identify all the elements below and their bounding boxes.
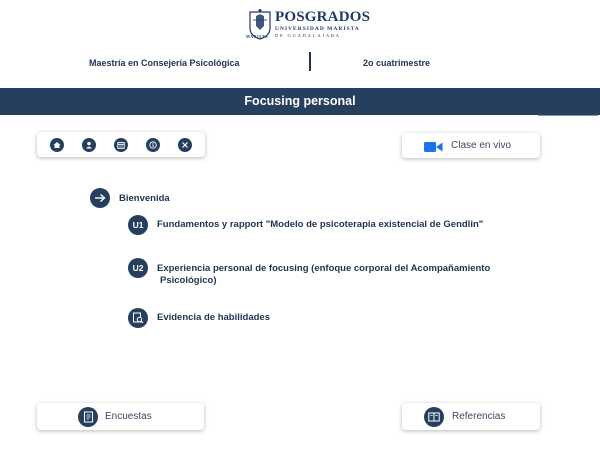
user-icon[interactable] <box>82 138 96 152</box>
references-label: Referencias <box>452 411 506 422</box>
info-icon[interactable] <box>146 138 160 152</box>
document-icon <box>78 407 98 427</box>
unit-1-badge[interactable] <box>128 215 148 235</box>
live-class-label: Clase en vivo <box>451 140 512 151</box>
logo-subtitle-city: DE GUADALAJARA <box>275 32 341 38</box>
unit-1-link[interactable]: Fundamentos y rapport "Modelo de psicoterapia existencial de Gendlin" <box>157 219 484 230</box>
title-underline <box>538 115 598 116</box>
quick-toolbar <box>37 132 205 157</box>
unit-1-badge-label: U1 <box>132 220 144 230</box>
logo-title: POSGRADOS <box>275 9 371 25</box>
course-title-bar <box>0 88 600 115</box>
evidence-search-icon[interactable] <box>128 308 148 328</box>
references-button[interactable] <box>402 403 540 430</box>
video-camera-icon <box>424 140 443 158</box>
course-title: Focusing personal <box>244 94 356 108</box>
unit-2-badge-label: U2 <box>132 263 144 273</box>
program-name: Maestría en Consejería Psicológica <box>89 58 240 68</box>
arrow-right-icon[interactable] <box>90 188 110 208</box>
header-divider <box>309 52 311 71</box>
unit-2-link[interactable] <box>157 263 490 287</box>
logo-subtitle: UNIVERSIDAD MARISTA <box>275 26 360 32</box>
welcome-link[interactable]: Bienvenida <box>119 193 170 204</box>
evidence-link[interactable]: Evidencia de habilidades <box>157 312 270 323</box>
book-icon <box>424 407 444 427</box>
seal-caption: MARISTA <box>246 34 269 39</box>
surveys-label: Encuestas <box>105 411 152 422</box>
tools-icon[interactable] <box>178 138 192 152</box>
unit-2-title-line1: Experiencia personal de focusing (enfoque corporal del Acompañamiento <box>157 263 491 274</box>
unit-2-title-line2: Psicológico) <box>160 275 217 286</box>
term-label: 2o cuatrimestre <box>363 58 431 68</box>
calendar-icon[interactable] <box>114 138 128 152</box>
surveys-button[interactable] <box>37 403 204 430</box>
home-icon[interactable] <box>50 138 64 152</box>
unit-2-badge[interactable] <box>128 258 148 278</box>
live-class-button[interactable] <box>402 133 540 158</box>
